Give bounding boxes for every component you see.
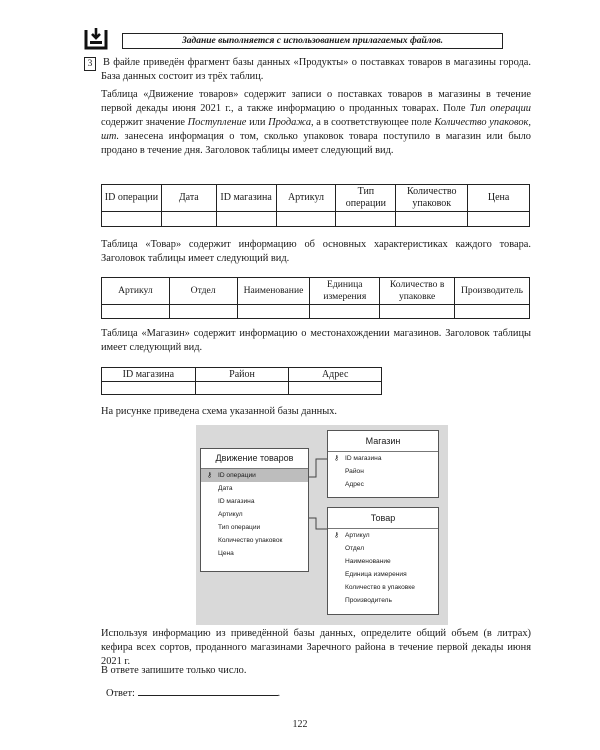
database-schema-diagram xyxy=(196,425,448,625)
moves-table-description: Таблица «Движение товаров» содержит записи о поставках товаров в магазины в течение первой декады июня 2021 г., а также информацию о проданных товарах. Поле Тип операции содержит значение Поступление или Продажа, а в соответствующее поле Количество упаковок, шт. занесена информация о том, сколько упаковок товара поступило в магазин или было продано в течение дня. Заголовок таблицы имеет следующий вид. xyxy=(101,89,531,157)
header-cell: Тип операции xyxy=(336,185,396,212)
field-item: Количество в упаковке xyxy=(345,584,415,591)
header-cell: ID операции xyxy=(102,185,162,212)
task-question: Используя информацию из приведённой базы данных, определите общий объем (в литрах) кефира всех сортов, проданного магазинами Заречного района в течение первой декады июня 2021 г. xyxy=(101,628,531,668)
field-item: Количество упаковок xyxy=(218,537,283,544)
header-cell: Цена xyxy=(468,185,530,212)
header-cell: Район xyxy=(195,368,289,382)
entity-title: Товар xyxy=(328,508,438,529)
header-cell: Производитель xyxy=(455,278,530,305)
field-item: Отдел xyxy=(345,545,365,552)
answer-label: Ответ: xyxy=(106,688,135,699)
header-cell: Отдел xyxy=(169,278,237,305)
field-item: Наименование xyxy=(345,558,391,565)
field-item: Район xyxy=(345,468,364,475)
product-table-header xyxy=(101,277,530,319)
field-item: Адрес xyxy=(345,481,364,488)
answer-row: Ответ: . xyxy=(106,685,280,701)
entity-title: Магазин xyxy=(328,431,438,452)
moves-table-header xyxy=(101,184,530,227)
field-item: Дата xyxy=(218,485,233,492)
header-cell: Количество упаковок xyxy=(396,185,468,212)
header-cell: ID магазина xyxy=(102,368,196,382)
field-item: Тип операции xyxy=(218,524,261,531)
field-item: Цена xyxy=(218,550,234,557)
header-cell: Дата xyxy=(161,185,216,212)
header-cell: Артикул xyxy=(276,185,336,212)
header-cell: Наименование xyxy=(237,278,310,305)
header-cell: Единица измерения xyxy=(310,278,380,305)
header-cell: Адрес xyxy=(289,368,382,382)
product-table-description: Таблица «Товар» содержит информацию об основных характеристиках каждого товара. Заголовок таблицы имеет следующий вид. xyxy=(101,239,531,265)
header-cell: ID магазина xyxy=(216,185,276,212)
download-icon xyxy=(84,26,108,52)
page-number: 122 xyxy=(292,719,308,730)
field-item: Единица измерения xyxy=(345,571,407,578)
field-item: ID магазина xyxy=(218,498,255,505)
shop-table-description: Таблица «Магазин» содержит информацию о местонахождении магазинов. Заголовок таблицы имеет следующий вид. xyxy=(101,328,531,354)
key-icon: ⚷ xyxy=(207,472,213,479)
header-cell: Количество в упаковке xyxy=(380,278,455,305)
entity-product xyxy=(327,507,439,615)
task-intro: В файле приведён фрагмент базы данных «Продукты» о поставках товаров в магазины города. База данных состоит из трёх таблиц. xyxy=(101,57,531,83)
field-item: Артикул xyxy=(218,511,243,518)
task-banner: Задание выполняется с использованием прилагаемых файлов. xyxy=(122,33,503,49)
answer-instruction: В ответе запишите только число. xyxy=(101,665,247,676)
entity-moves xyxy=(200,448,309,572)
entity-shop xyxy=(327,430,439,498)
entity-title: Движение товаров xyxy=(201,449,308,469)
field-item: ⚷ Артикул xyxy=(328,529,438,542)
task-number: 3 xyxy=(84,57,96,71)
field-item: ⚷ ID операции xyxy=(201,469,308,482)
key-icon: ⚷ xyxy=(334,455,340,462)
answer-field[interactable] xyxy=(138,685,278,696)
shop-table-header xyxy=(101,367,382,395)
field-item: Производитель xyxy=(345,597,392,604)
diagram-caption: На рисунке приведена схема указанной базы данных. xyxy=(101,406,338,417)
header-cell: Артикул xyxy=(102,278,170,305)
field-item: ⚷ ID магазина xyxy=(328,452,438,465)
key-icon: ⚷ xyxy=(334,532,340,539)
